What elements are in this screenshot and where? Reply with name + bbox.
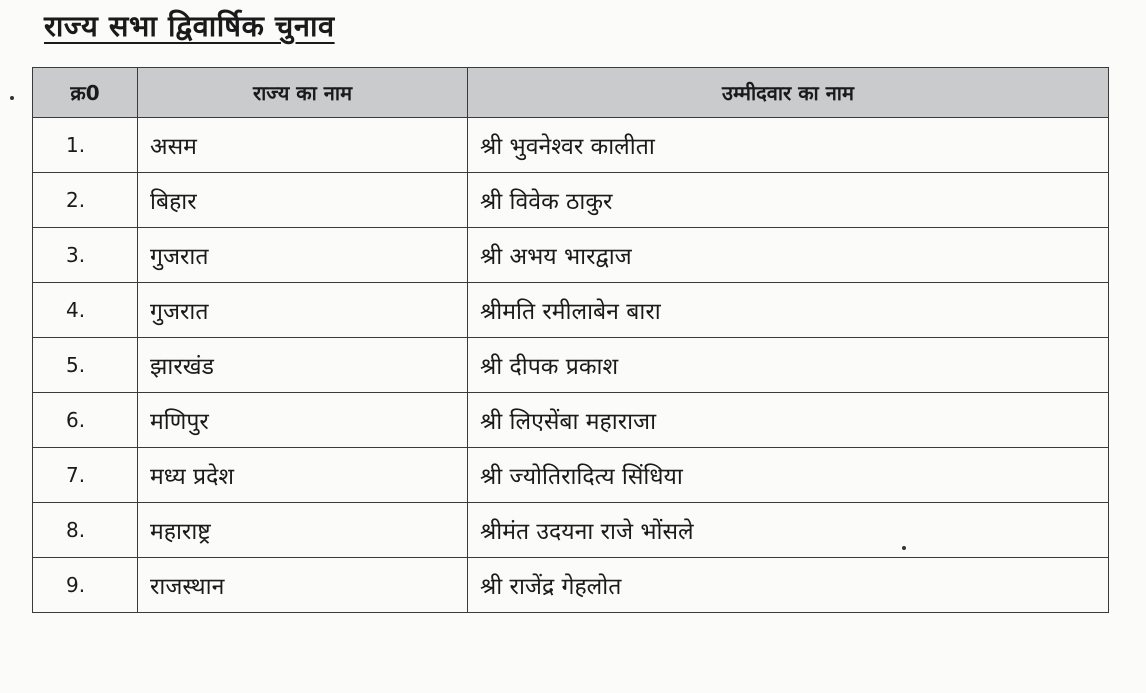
candidate-name-cell: श्री ज्योतिरादित्य सिंधिया (468, 448, 1109, 503)
table-row (33, 228, 1109, 283)
candidate-name-cell: श्रीमंत उदयना राजे भोंसले (468, 503, 1109, 558)
header-state-name: राज्य का नाम (138, 68, 468, 118)
state-name-cell: असम (138, 118, 468, 173)
state-name-cell: बिहार (138, 173, 468, 228)
table-row (33, 283, 1109, 338)
candidate-name-cell: श्री अभय भारद्वाज (468, 228, 1109, 283)
stray-mark (10, 96, 14, 100)
state-name-cell: गुजरात (138, 228, 468, 283)
candidate-name-cell: श्रीमति रमीलाबेन बारा (468, 283, 1109, 338)
table-row (33, 503, 1109, 558)
candidate-name-cell: श्री विवेक ठाकुर (468, 173, 1109, 228)
table-header (33, 68, 1109, 118)
serial-number-cell: 9. (33, 558, 138, 613)
header-candidate-name: उम्मीदवार का नाम (468, 68, 1109, 118)
serial-number-cell: 3. (33, 228, 138, 283)
table-row (33, 448, 1109, 503)
state-name-cell: झारखंड (138, 338, 468, 393)
table-header-row (33, 68, 1109, 118)
candidate-name-cell: श्री लिएसेंबा महाराजा (468, 393, 1109, 448)
candidates-table (32, 67, 1109, 613)
table-body (33, 118, 1109, 613)
table-row (33, 558, 1109, 613)
table-row (33, 118, 1109, 173)
serial-number-cell: 8. (33, 503, 138, 558)
state-name-cell: मध्य प्रदेश (138, 448, 468, 503)
table-row (33, 393, 1109, 448)
header-serial-number: क्र0 (33, 68, 138, 118)
serial-number-cell: 5. (33, 338, 138, 393)
state-name-cell: मणिपुर (138, 393, 468, 448)
state-name-cell: राजस्थान (138, 558, 468, 613)
candidate-name-cell: श्री राजेंद्र गेहलोत (468, 558, 1109, 613)
candidate-name-cell: श्री दीपक प्रकाश (468, 338, 1109, 393)
serial-number-cell: 1. (33, 118, 138, 173)
table-row (33, 338, 1109, 393)
state-name-cell: गुजरात (138, 283, 468, 338)
serial-number-cell: 2. (33, 173, 138, 228)
serial-number-cell: 7. (33, 448, 138, 503)
candidate-name-cell: श्री भुवनेश्वर कालीता (468, 118, 1109, 173)
table-row (33, 173, 1109, 228)
serial-number-cell: 6. (33, 393, 138, 448)
serial-number-cell: 4. (33, 283, 138, 338)
state-name-cell: महाराष्ट्र (138, 503, 468, 558)
page-title: राज्य सभा द्विवार्षिक चुनाव (44, 9, 335, 43)
